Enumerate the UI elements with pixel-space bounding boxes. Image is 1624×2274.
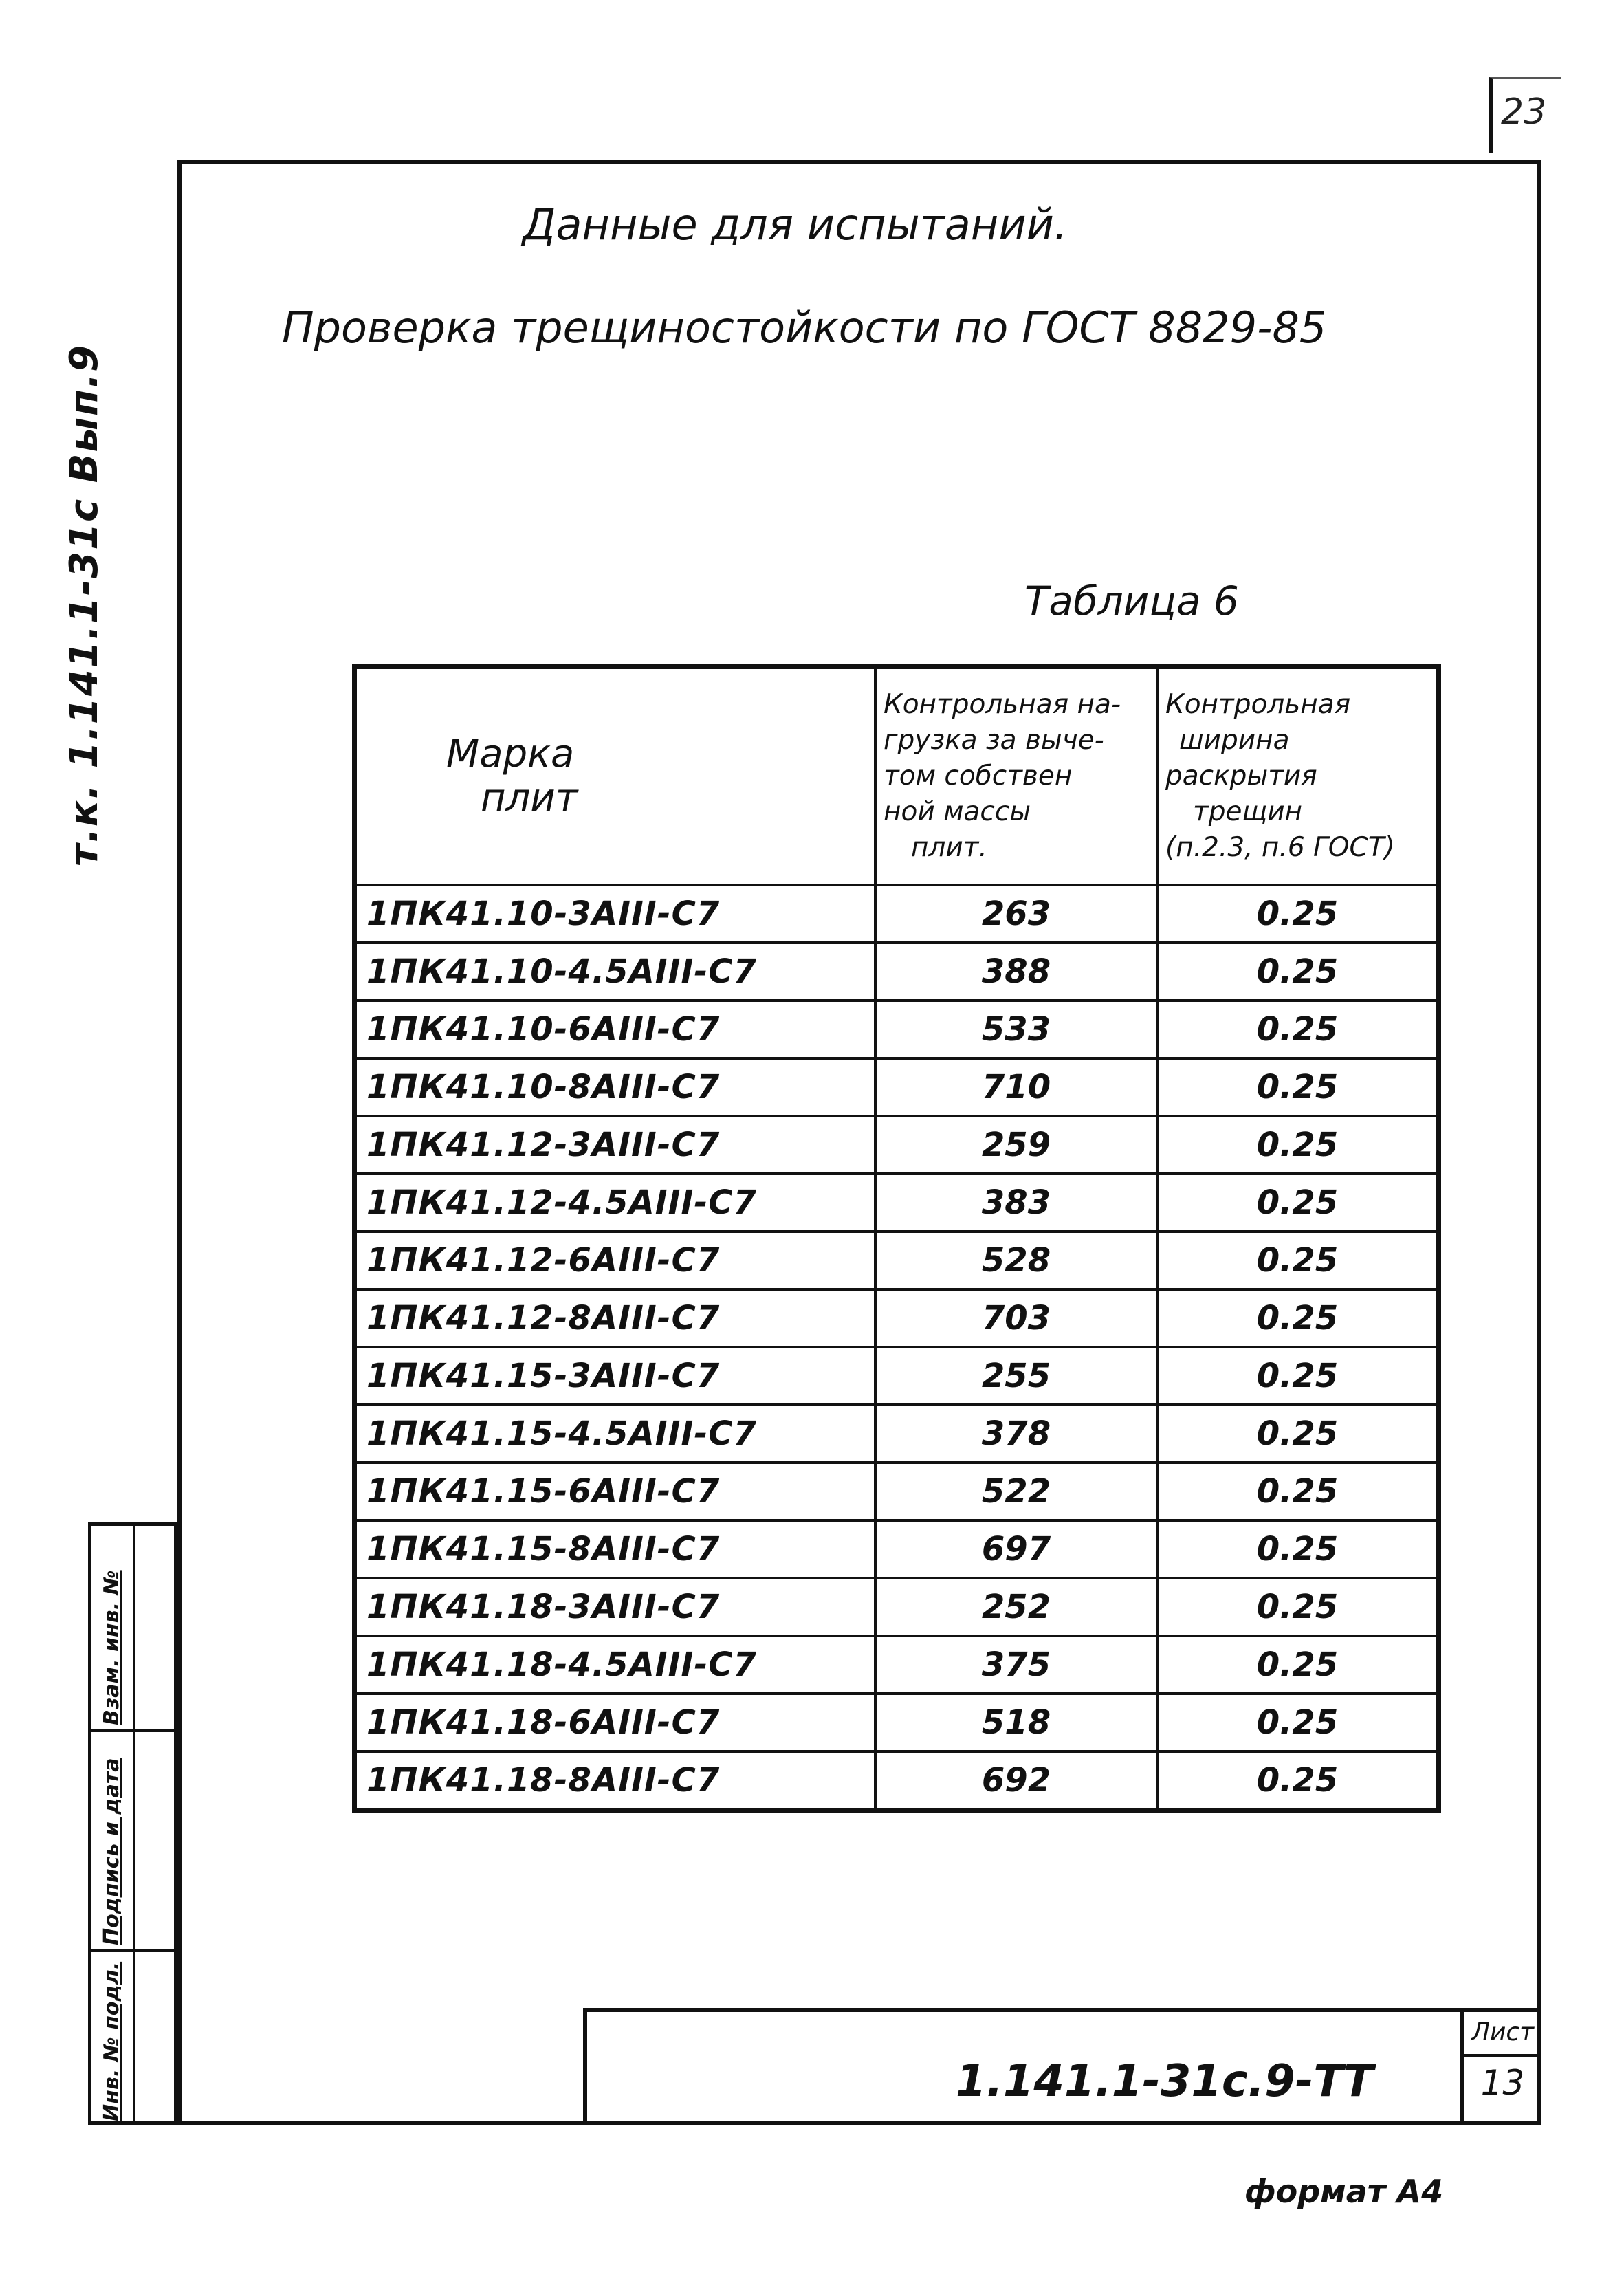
row-mark: 1ПК41.15-4.5АIII-С7 [355, 1405, 876, 1463]
row-mark: 1ПК41.12-3АIII-С7 [355, 1116, 876, 1174]
row-mark: 1ПК41.12-4.5АIII-С7 [355, 1174, 876, 1232]
header-width-line: Контрольная [1165, 689, 1351, 720]
table-row [355, 1347, 1439, 1405]
row-load: 518 [875, 1694, 1157, 1751]
row-load: 528 [875, 1232, 1157, 1289]
header-load-line: ной массы [884, 796, 1031, 827]
row-width: 0.25 [1157, 1636, 1439, 1694]
sheet-number: 13 [1480, 2063, 1525, 2103]
table-row [355, 1405, 1439, 1463]
table-row [355, 1578, 1439, 1636]
table-row [355, 1520, 1439, 1578]
row-width: 0.25 [1157, 1058, 1439, 1116]
header-load-line: плит. [911, 832, 987, 863]
sheet-label: Лист [1464, 2008, 1541, 2057]
table-row [355, 1174, 1439, 1232]
page-subtitle: Проверка трещиностойкости по ГОСТ 8829-85 [282, 303, 1327, 353]
row-mark: 1ПК41.18-3АIII-С7 [355, 1578, 876, 1636]
header-mark-line: плит [481, 776, 578, 820]
row-load: 522 [875, 1463, 1157, 1520]
table-row [355, 1463, 1439, 1520]
table-row [355, 1289, 1439, 1347]
row-load: 703 [875, 1289, 1157, 1347]
row-width: 0.25 [1157, 943, 1439, 1001]
row-mark: 1ПК41.18-6АIII-С7 [355, 1694, 876, 1751]
row-width: 0.25 [1157, 1520, 1439, 1578]
stamp-label-signature: Подпись и дата [100, 1758, 124, 1945]
table-row [355, 885, 1439, 943]
table-caption: Таблица 6 [1024, 578, 1239, 624]
row-width: 0.25 [1157, 1289, 1439, 1347]
table-row [355, 1694, 1439, 1751]
row-load: 378 [875, 1405, 1157, 1463]
row-mark: 1ПК41.10-6АIII-С7 [355, 1001, 876, 1058]
row-mark: 1ПК41.18-4.5АIII-С7 [355, 1636, 876, 1694]
row-width: 0.25 [1157, 1116, 1439, 1174]
row-load: 697 [875, 1520, 1157, 1578]
table-row [355, 1232, 1439, 1289]
row-mark: 1ПК41.12-8АIII-С7 [355, 1289, 876, 1347]
row-load: 383 [875, 1174, 1157, 1232]
header-load-line: том собствен [884, 761, 1073, 791]
row-mark: 1ПК41.12-6АIII-С7 [355, 1232, 876, 1289]
row-load: 259 [875, 1116, 1157, 1174]
row-load: 263 [875, 885, 1157, 943]
stamp-label-replacement: Взам. инв. № [100, 1570, 124, 1725]
header-load-line: грузка за выче- [884, 725, 1104, 756]
page-title: Данные для испытаний. [523, 199, 1068, 250]
table-row [355, 1116, 1439, 1174]
table-row [355, 1751, 1439, 1811]
header-width-line: раскрытия [1165, 761, 1317, 791]
table-header-row [355, 667, 1439, 886]
header-width-line: трещин [1193, 796, 1303, 827]
table-row [355, 1636, 1439, 1694]
row-load: 252 [875, 1578, 1157, 1636]
row-width: 0.25 [1157, 1347, 1439, 1405]
row-load: 375 [875, 1636, 1157, 1694]
row-width: 0.25 [1157, 1694, 1439, 1751]
row-mark: 1ПК41.18-8АIII-С7 [355, 1751, 876, 1811]
row-width: 0.25 [1157, 1232, 1439, 1289]
paper-format: формат А4 [1244, 2173, 1444, 2210]
header-width-line: ширина [1179, 725, 1290, 756]
row-width: 0.25 [1157, 885, 1439, 943]
row-width: 0.25 [1157, 1463, 1439, 1520]
row-width: 0.25 [1157, 1405, 1439, 1463]
stamp-label-inventory: Инв. № подл. [100, 1961, 124, 2121]
header-load-line: Контрольная на- [884, 689, 1121, 720]
row-width: 0.25 [1157, 1001, 1439, 1058]
page-number: 23 [1501, 91, 1547, 133]
header-load [875, 667, 1157, 886]
row-load: 533 [875, 1001, 1157, 1058]
row-load: 255 [875, 1347, 1157, 1405]
test-data-table [352, 664, 1441, 1813]
row-load: 692 [875, 1751, 1157, 1811]
side-document-code: т.к. 1.141.1-31с Вып.9 [62, 344, 107, 866]
header-width-line: (п.2.3, п.6 ГОСТ) [1165, 832, 1395, 863]
row-width: 0.25 [1157, 1751, 1439, 1811]
page-number-box [1489, 77, 1561, 153]
side-stamp [88, 1522, 177, 2125]
row-mark: 1ПК41.15-6АIII-С7 [355, 1463, 876, 1520]
row-mark: 1ПК41.10-8АIII-С7 [355, 1058, 876, 1116]
table-row [355, 1058, 1439, 1116]
table-row [355, 1001, 1439, 1058]
row-load: 388 [875, 943, 1157, 1001]
sheet-box [1460, 2008, 1541, 2125]
header-mark-line: Марка [446, 732, 575, 776]
row-mark: 1ПК41.10-3АIII-С7 [355, 885, 876, 943]
header-width [1157, 667, 1439, 886]
row-mark: 1ПК41.15-8АIII-С7 [355, 1520, 876, 1578]
table-row [355, 943, 1439, 1001]
row-mark: 1ПК41.10-4.5АIII-С7 [355, 943, 876, 1001]
row-mark: 1ПК41.15-3АIII-С7 [355, 1347, 876, 1405]
document-designation: 1.141.1-31с.9-ТТ [956, 2056, 1374, 2107]
header-mark [355, 667, 876, 886]
row-load: 710 [875, 1058, 1157, 1116]
row-width: 0.25 [1157, 1578, 1439, 1636]
row-width: 0.25 [1157, 1174, 1439, 1232]
